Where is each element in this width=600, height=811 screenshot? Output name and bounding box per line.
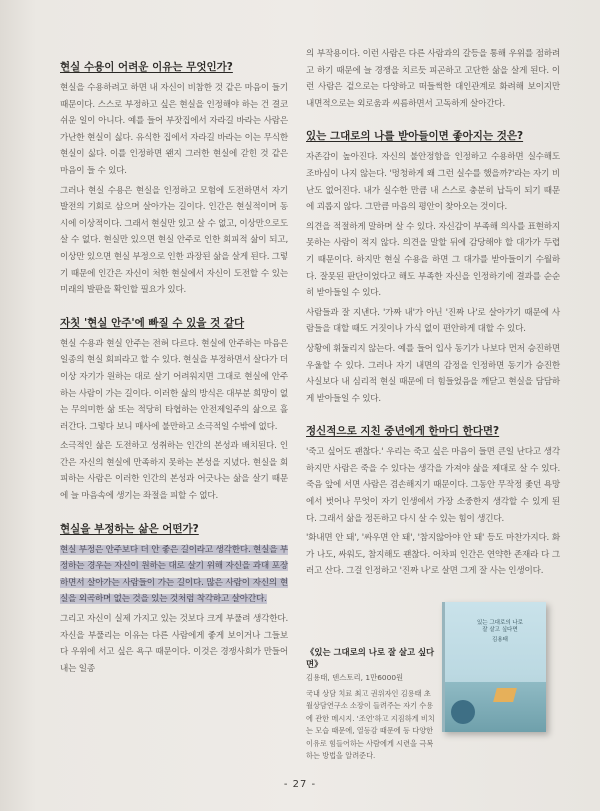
section-4-paragraph-4: 상황에 휘둘리지 않는다. 예를 들어 입사 동기가 나보다 먼저 승진하면 우울할 수 있다. 그러나 자기 내면의 감정을 인정하면 동기가 승진한 사실보다 내 심리적 현실 때문에 더 힘들었음을 깨닫고 현실을 담담하게 받아들일 수 있다. [306,343,560,404]
cover-author: 김용태 [492,637,508,643]
section-5-paragraph-2: '화내면 안 돼', '싸우면 안 돼', '참지않아야 안 돼' 등도 마찬가지다. 화가 나도, 싸워도, 참지해도 괜찮다. 어차피 인간은 연약한 존재라 다 그러고 산다. 그걸 인정하고 '진짜 나'로 살면 그게 잘 사는 인생이다. [306,533,560,577]
section-heading-3: 현실을 부정하는 삶은 어떤가? [60,522,199,535]
section-3-highlighted-paragraph [60,542,288,608]
cover-chair-illustration [493,688,517,702]
page-number: - 27 - [283,779,317,790]
right-column [306,46,560,583]
section-1-paragraph-2: 그러나 현실 수용은 현실을 인정하고 모험에 도전하면서 자기 발전의 기회로 삼으며 살아가는 길이다. 인간은 현실적이며 동시에 이상적이다. 그래서 현실만 있고 살 수 없고, 이상만으로도 살 수 없다. 현실만 있으면 현실 안주로 인한 회피적 삶이 되고, 이상만 있으면 현실 부정으로 인한 과장된 삶을 살게 된다. 그렇기 때문에 인간은 자신이 처한 현실에서 자신이 도전할 수 있는 미래의 발판을 확인할 필요가 있다. [60,185,288,296]
book-meta: 김용태, 덴스토리, 1만6000원 [306,673,404,682]
book-info-box [306,596,560,761]
cover-badge-icon [451,700,475,724]
section-heading-4: 있는 그대로의 나를 받아들이면 좋아지는 것은? [306,130,524,143]
section-4-paragraph-2: 의견을 적절하게 말하며 살 수 있다. 자신감이 부족해 의사를 표현하지 못하는 사람이 적지 않다. 의견을 말할 뒤에 감당해야 할 대가가 두렵기 때문이다. 하지만 현실 수용을 하면 그 대가를 받아들이기 수월하다. 잘못된 판단이었다고 해도 부족한 자신을 인정하기에 결과를 순순히 받아들일 수 있다. [306,221,560,299]
book-caption [306,646,438,684]
highlighted-text: 현실 부정은 안주보다 더 안 좋은 길이라고 생각한다. 현실을 부정하는 경우는 자신이 원하는 대로 살기 위해 자신을 과대 포장하면서 살아가는 사람들이 가는 길이다. 많은 사람이 자신의 현실을 외곡하며 없는 것을 있는 것처럼 착각하고 살아간다. [60,544,288,605]
section-5-paragraph-1: '죽고 싶어도 괜찮다.' 우리는 죽고 싶은 마음이 들면 큰일 난다고 생각하지만 사람은 죽을 수 있다는 생각을 가져야 삶을 제대로 살 수 있다. 죽음 앞에 서면 사람은 겸손해지기 때문이다. 그동안 무작정 좇던 욕망에서 벗어나 무엇이 자기 인생에서 가장 소중한지 생각할 수 있게 된다. 그래서 삶을 정돈하고 다시 살 수 있는 힘이 생긴다. [306,447,560,524]
cover-title [465,620,535,644]
section-2-paragraph-2: 소극적인 삶은 도전하고 성취하는 인간의 본성과 배치된다. 인간은 자신의 현실에 만족하지 못하는 본성을 지녔다. 현실을 회피하는 사람은 이러한 인간의 본성과 어긋나는 삶을 살기 때문에 늘 마음속에 생기는 좌절을 피할 수 없다. [60,441,288,502]
left-column [60,60,288,680]
section-2-paragraph-1: 현실 수용과 현실 안주는 전혀 다르다. 현실에 안주하는 마음은 일종의 현실 회피라고 할 수 있다. 현실을 부정하면서 살다가 더 이상 자기가 원하는 대로 살기 어려워지면 그대로 현실에 안주하는 사람이 가는 길이다. 이러한 삶의 방식은 대부분 희망이 없는 무의미한 삶 또는 적당히 타협하는 안전제일주의 삶으로 흘러간다. 그렇다 보니 매사에 불만하고 소극적일 수밖에 없다. [60,338,288,432]
section-1-paragraph-1: 현실을 수용하려고 하면 내 자신이 비참한 것 같은 마음이 들기 때문이다. 스스로 부정하고 싶은 현실을 인정해야 하는 건 결코 쉬운 일이 아니다. 예를 들어 부잣집에서 자라길 바라는 사람은 가난한 현실이 싫다. 유식한 집에서 자라길 바라는 이는 무식한 현실이 싫다. 이를 인정하면 왠지 그러한 현실에 갇힌 것 같은 마음이 들 수 있다. [60,83,288,176]
section-heading-2: 자칫 '현실 안주'에 빠질 수 있을 것 같다 [60,316,245,329]
cover-title-line-1: 있는 그대로의 나로 [476,620,523,626]
book-description: 국내 상담 치료 최고 권위자인 김용태 초월상담연구소 소장이 들려주는 자기 수용에 관한 메시지. '조언'하고 지짐하게 비치는 모습 때문에, 열등감 때문에 등 다양한 이유로 힘들어하는 사람에게 시련을 극복하는 방법을 알려준다. [306,689,435,761]
section-4-paragraph-1: 자존감이 높아진다. 자신의 불안정함을 인정하고 수용하면 실수해도 조바심이 나지 않는다. '멍청하게 왜 그런 실수를 했을까?'라는 자기 비난도 없어진다. 내가 실수한 만큼 내 스스로 충분히 납득이 되기 때문에 괴롭지 않다. 그만큼 마음의 평안이 찾아오는 것이다. [306,152,560,213]
section-4-paragraph-3: 사람들과 잘 지낸다. '가짜 내'가 아닌 '진짜 나'로 살아가기 때문에 사람들을 대할 때도 거짓이나 가식 없이 편안하게 대할 수 있다. [306,307,560,335]
cover-title-line-2: 잘 살고 싶다면 [482,627,518,633]
section-heading-5: 정신적으로 지친 중년에게 한마디 한다면? [306,425,500,438]
section-heading-1: 현실 수용이 어려운 이유는 무엇인가? [60,61,233,73]
continued-paragraph: 의 부작용이다. 이런 사람은 다른 사람과의 갈등을 통해 우위를 점하려고 하기 때문에 늘 경쟁을 치르듯 피곤하고 고단한 삶을 살게 된다. 이런 사람은 겉으로는 다양하고 떠들썩한 대인관계로 화려해 보이지만 내면적으로는 외로움과 씨름하면서 고독하게 살아간다. [306,49,560,109]
section-3-paragraph-1: 그리고 자신이 실제 가지고 있는 것보다 크게 부풀려 생각한다. 자신을 부풀리는 이유는 다른 사람에게 좋게 보이거나 그들보다 우위에 서고 싶은 욕구 때문이다. 이것은 경쟁사회가 만들어내는 일종 [60,614,288,674]
book-cover-image [442,602,546,732]
book-title: 《있는 그대로의 나로 잘 살고 싶다면》 [306,647,435,669]
